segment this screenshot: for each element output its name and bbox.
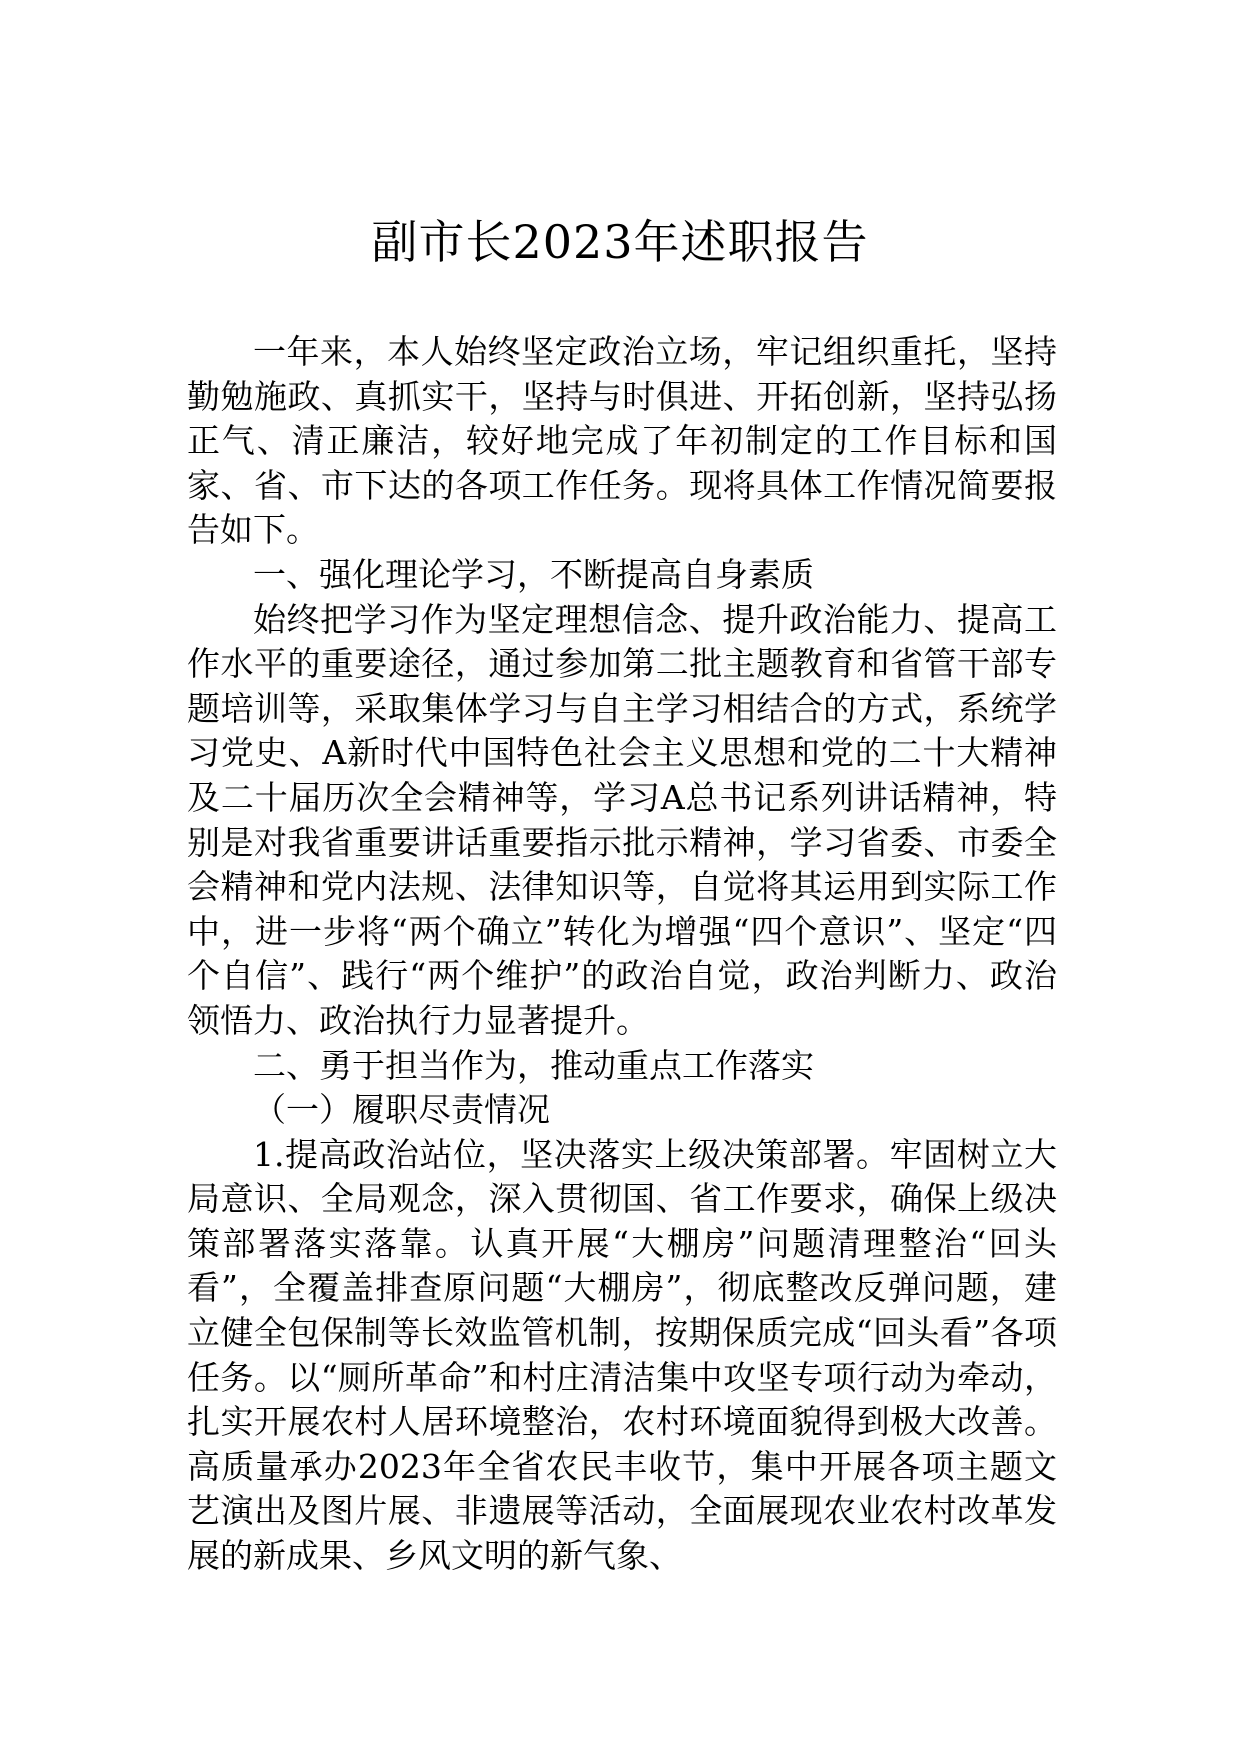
section-1-paragraph: 始终把学习作为坚定理想信念、提升政治能力、提高工作水平的重要途径，通过参加第二批主题教育和省管干部专题培训等，采取集体学习与自主学习相结合的方式，系统学习党史、A新时代中国特色社会主义思想和党的二十大精神及二十届历次全会精神等，学习A总书记系列讲话精神，特别是对我省重要讲话重要指示批示精神，学习省委、市委全会精神和党内法规、法律知识等，自觉将其运用到实际工作中，进一步将“两个确立”转化为增强“四个意识”、坚定“四个自信”、践行“两个维护”的政治自觉，政治判断力、政治领悟力、政治执行力显著提升。 [187,599,1057,1040]
section-heading-1: 一、强化理论学习，不断提高自身素质 [253,554,814,594]
document-title: 副市长2023年述职报告 [371,215,869,269]
section-heading-2: 二、勇于担当作为，推动重点工作落实 [253,1045,814,1085]
subsection-heading-1: （一）履职尽责情况 [253,1090,550,1130]
intro-paragraph: 一年来，本人始终坚定政治立场，牢记组织重托，坚持勤勉施政、真抓实干，坚持与时俱进、开拓创新，坚持弘扬正气、清正廉洁，较好地完成了年初制定的工作目标和国家、省、市下达的各项工作任务。现将具体工作情况简要报告如下。 [187,332,1057,550]
document-body [187,330,1057,1579]
subsection-1-paragraph: 1.提高政治站位，坚决落实上级决策部署。牢固树立大局意识、全局观念，深入贯彻国、省工作要求，确保上级决策部署落实落靠。认真开展“大棚房”问题清理整治“回头看”，全覆盖排查原问题“大棚房”，彻底整改反弹问题，建立健全包保制等长效监管机制，按期保质完成“回头看”各项任务。以“厕所革命”和村庄清洁集中攻坚专项行动为牵动，扎实开展农村人居环境整治，农村环境面貌得到极大改善。高质量承办2023年全省农民丰收节，集中开展各项主题文艺演出及图片展、非遗展等活动，全面展现农业农村改革发展的新成果、乡风文明的新气象、 [187,1134,1057,1576]
